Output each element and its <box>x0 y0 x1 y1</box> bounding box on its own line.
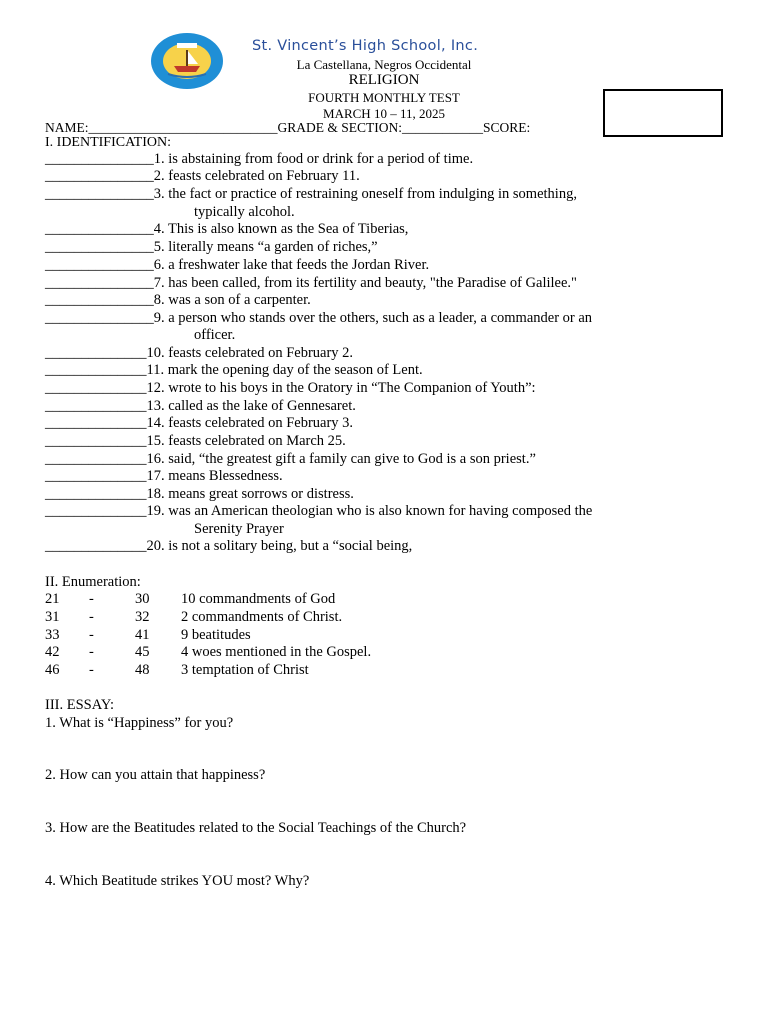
identification-item: _______________3. the fact or practice of restraining oneself from indulging in something, <box>45 186 577 202</box>
score-box[interactable] <box>603 89 723 137</box>
test-date: MARCH 10 – 11, 2025 <box>323 106 445 121</box>
enum-from: 42 <box>45 644 60 660</box>
identification-item: _______________5. literally means “a garden of riches,” <box>45 239 378 255</box>
enum-dash: - <box>89 662 94 678</box>
enum-dash: - <box>89 627 94 643</box>
essay-title: III. ESSAY: <box>45 697 115 713</box>
enumeration-row <box>45 627 465 645</box>
identification-item: _______________4. This is also known as the Sea of Tiberias, <box>45 221 409 237</box>
enum-to: 41 <box>135 627 150 643</box>
identification-item: ______________20. is not a solitary being, but a “social being, <box>45 538 413 554</box>
identification-item-continuation: officer. <box>194 327 236 343</box>
enumeration-row <box>45 609 465 627</box>
essay-question: 3. How are the Beatitudes related to the Social Teachings of the Church? <box>45 820 467 836</box>
identification-item: ______________12. wrote to his boys in the Oratory in “The Companion of Youth”: <box>45 380 536 396</box>
enum-text: 4 woes mentioned in the Gospel. <box>181 644 372 660</box>
identification-item: _______________7. has been called, from its fertility and beauty, "the Paradise of Galilee." <box>45 275 577 291</box>
enum-text: 2 commandments of Christ. <box>181 609 343 625</box>
identification-item: _______________9. a person who stands over the others, such as a leader, a commander or an <box>45 310 593 326</box>
identification-item: ______________15. feasts celebrated on March 25. <box>45 433 346 449</box>
identification-item: ______________10. feasts celebrated on February 2. <box>45 345 354 361</box>
enumeration-row <box>45 644 465 662</box>
school-name: St. Vincent’s High School, Inc. <box>252 38 479 54</box>
enumeration-row <box>45 591 465 609</box>
logo-motto-banner <box>177 43 197 48</box>
subject-title: RELIGION <box>348 72 420 88</box>
enum-from: 31 <box>45 609 60 625</box>
enum-dash: - <box>89 591 94 607</box>
enum-to: 32 <box>135 609 150 625</box>
enum-text: 9 beatitudes <box>181 627 251 643</box>
identification-title: I. IDENTIFICATION: <box>45 135 171 150</box>
enumeration-title: II. Enumeration: <box>45 574 141 590</box>
identification-item: _______________1. is abstaining from food or drink for a period of time. <box>45 151 474 167</box>
enum-to: 45 <box>135 644 150 660</box>
identification-item: _______________6. a freshwater lake that feeds the Jordan River. <box>45 257 430 273</box>
identification-item-continuation: Serenity Prayer <box>194 521 284 537</box>
identification-item: ______________19. was an American theologian who is also known for having composed the <box>45 503 593 519</box>
identification-item: ______________11. mark the opening day of the season of Lent. <box>45 362 423 378</box>
enum-from: 33 <box>45 627 60 643</box>
enum-text: 10 commandments of God <box>181 591 336 607</box>
student-info-line[interactable]: NAME:____________________________GRADE & SECTION:____________SCORE: <box>45 120 531 135</box>
school-location: La Castellana, Negros Occidental <box>296 57 472 72</box>
enum-dash: - <box>89 644 94 660</box>
enum-to: 48 <box>135 662 150 678</box>
enum-text: 3 temptation of Christ <box>181 662 309 678</box>
enum-from: 21 <box>45 591 60 607</box>
identification-item: ______________14. feasts celebrated on February 3. <box>45 415 354 431</box>
identification-item: ______________18. means great sorrows or distress. <box>45 486 354 502</box>
enum-dash: - <box>89 609 94 625</box>
essay-question: 2. How can you attain that happiness? <box>45 767 266 783</box>
enumeration-row <box>45 662 465 680</box>
identification-item: ______________13. called as the lake of Gennesaret. <box>45 398 356 414</box>
identification-item: _______________2. feasts celebrated on February 11. <box>45 168 360 184</box>
test-name: FOURTH MONTHLY TEST <box>308 90 460 105</box>
identification-item: ______________17. means Blessedness. <box>45 468 283 484</box>
essay-question: 4. Which Beatitude strikes YOU most? Why? <box>45 873 310 889</box>
enum-to: 30 <box>135 591 150 607</box>
identification-item: _______________8. was a son of a carpenter. <box>45 292 311 308</box>
identification-item: ______________16. said, “the greatest gift a family can give to God is a son priest.” <box>45 451 536 467</box>
identification-item-continuation: typically alcohol. <box>194 204 295 220</box>
essay-question: 1. What is “Happiness” for you? <box>45 715 234 731</box>
enum-from: 46 <box>45 662 60 678</box>
